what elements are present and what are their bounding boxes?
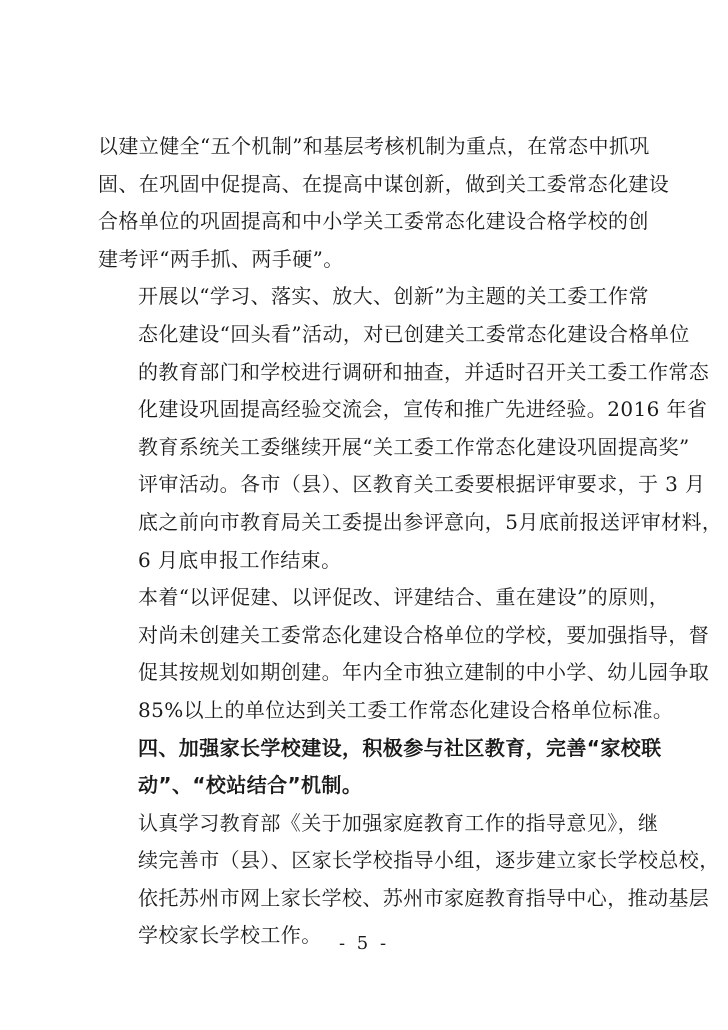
- text-line: 认真学习教育部《关于加强家庭教育工作的指导意见》，继: [138, 810, 659, 835]
- text-line: 85%以上的单位达到关工委工作常态化建设合格单位标准。: [138, 697, 674, 722]
- text-line: 促其按规划如期创建。年内全市独立建制的中小学、幼儿园争取: [138, 660, 710, 685]
- text-line: 依托苏州市网上家长学校、苏州市家庭教育指导中心，推动基层: [138, 885, 710, 910]
- text-line: 续完善市（县）、区家长学校指导小组，逐步建立家长学校总校，: [138, 848, 720, 873]
- body-paragraph: [98, 278, 723, 579]
- text-line: 固、在巩固中促提高、在提高中谋创新，做到关工委常态化建设: [98, 171, 670, 196]
- text-line: 的教育部门和学校进行调研和抽查，并适时召开关工委工作常态: [138, 359, 710, 384]
- text-line: 合格单位的巩固提高和中小学关工委常态化建设合格学校的创: [98, 209, 649, 234]
- text-line: 本着“以评促建、以评促改、评建结合、重在建设”的原则，: [138, 585, 670, 610]
- text-line: 建考评“两手抓、两手硬”。: [98, 246, 344, 271]
- text-line: 以建立健全“五个机制”和基层考核机制为重点，在常态中抓巩: [98, 134, 650, 158]
- page-number: - 5 -: [338, 933, 390, 954]
- document-body: [98, 128, 723, 955]
- text-line: 化建设巩固提高经验交流会，宣传和推广先进经验。2016 年省: [138, 397, 708, 422]
- text-line: 评审活动。各市（县）、区教育关工委要根据评审要求，于 3 月: [138, 472, 706, 497]
- text-line: 学校家长学校工作。: [138, 923, 322, 948]
- text-line: 四、加强家长学校建设，积极参与社区教育，完善“家校联: [138, 735, 662, 760]
- text-line: 教育系统关工委继续开展“关工委工作常态化建设巩固提高奖”: [138, 434, 690, 459]
- text-line: 动”、“校站结合”机制。: [138, 773, 363, 798]
- text-line: 对尚未创建关工委常态化建设合格单位的学校，要加强指导，督: [138, 622, 710, 647]
- text-line: 态化建设“回头看”活动，对已创建关工委常态化建设合格单位: [138, 321, 690, 346]
- body-paragraph: [98, 579, 710, 729]
- text-line: 底之前向市教育局关工委提出参评意向，5月底前报送评审材料，: [138, 509, 723, 534]
- section-heading: [98, 730, 662, 805]
- text-line: 开展以“学习、落实、放大、创新”为主题的关工委工作常: [138, 284, 649, 309]
- body-paragraph: [98, 128, 670, 278]
- text-line: 6 月底申报工作结束。: [138, 547, 342, 572]
